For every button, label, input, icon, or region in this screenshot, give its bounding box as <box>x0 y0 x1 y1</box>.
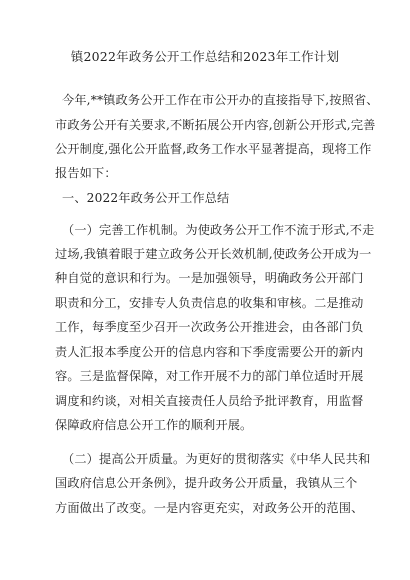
para2-line-2: 国政府信息公开条例》，提升政务公开质量，我镇从三个 <box>55 476 358 490</box>
intro-line-3: 公开制度,强化公开监督,政务工作水平显著提高，现将工作 <box>55 142 372 156</box>
document-title: 镇2022年政务公开工作总结和2023年工作计划 <box>70 49 340 64</box>
para2-line-3: 方面做出了改变。一是内容更充实，对政务公开的范围、 <box>55 501 364 515</box>
para1-line-3: 种自觉的意识和行为。一是加强领导，明确政务公开部门 <box>55 271 364 285</box>
section-heading: 一、2022年政务公开工作总结 <box>62 191 230 205</box>
para1-line-2: 过场,我镇着眼于建立政务公开长效机制,使政务公开成为一 <box>55 247 372 261</box>
intro-line-1: 今年,**镇政务公开工作在市公开办的直接指导下,按照省、 <box>62 93 379 107</box>
para1-line-8: 调度和约谈，对相关直接责任人员给予批评教育，用监督 <box>55 394 364 408</box>
para1-line-4: 职责和分工，安排专人负责信息的收集和审核。二是推动 <box>55 296 364 310</box>
para1-line-5: 工作，每季度至少召开一次政务公开推进会，由各部门负 <box>55 320 364 334</box>
para1-line-6: 责人汇报本季度公开的信息内容和下季度需要公开的新内 <box>55 345 364 359</box>
intro-line-2: 市政务公开有关要求,不断拓展公开内容,创新公开形式,完善 <box>55 118 376 132</box>
intro-line-4: 报告如下： <box>55 166 117 180</box>
para1-line-1: （一）完善工作机制。为使政务公开工作不流于形式,不走 <box>62 223 375 237</box>
para1-line-9: 保障政府信息公开工作的顺利开展。 <box>55 418 253 432</box>
para1-line-7: 容。三是监督保障，对工作开展不力的部门单位适时开展 <box>55 369 364 383</box>
para2-line-1: （二）提高公开质量。为更好的贯彻落实《中华人民共和 <box>62 452 371 466</box>
